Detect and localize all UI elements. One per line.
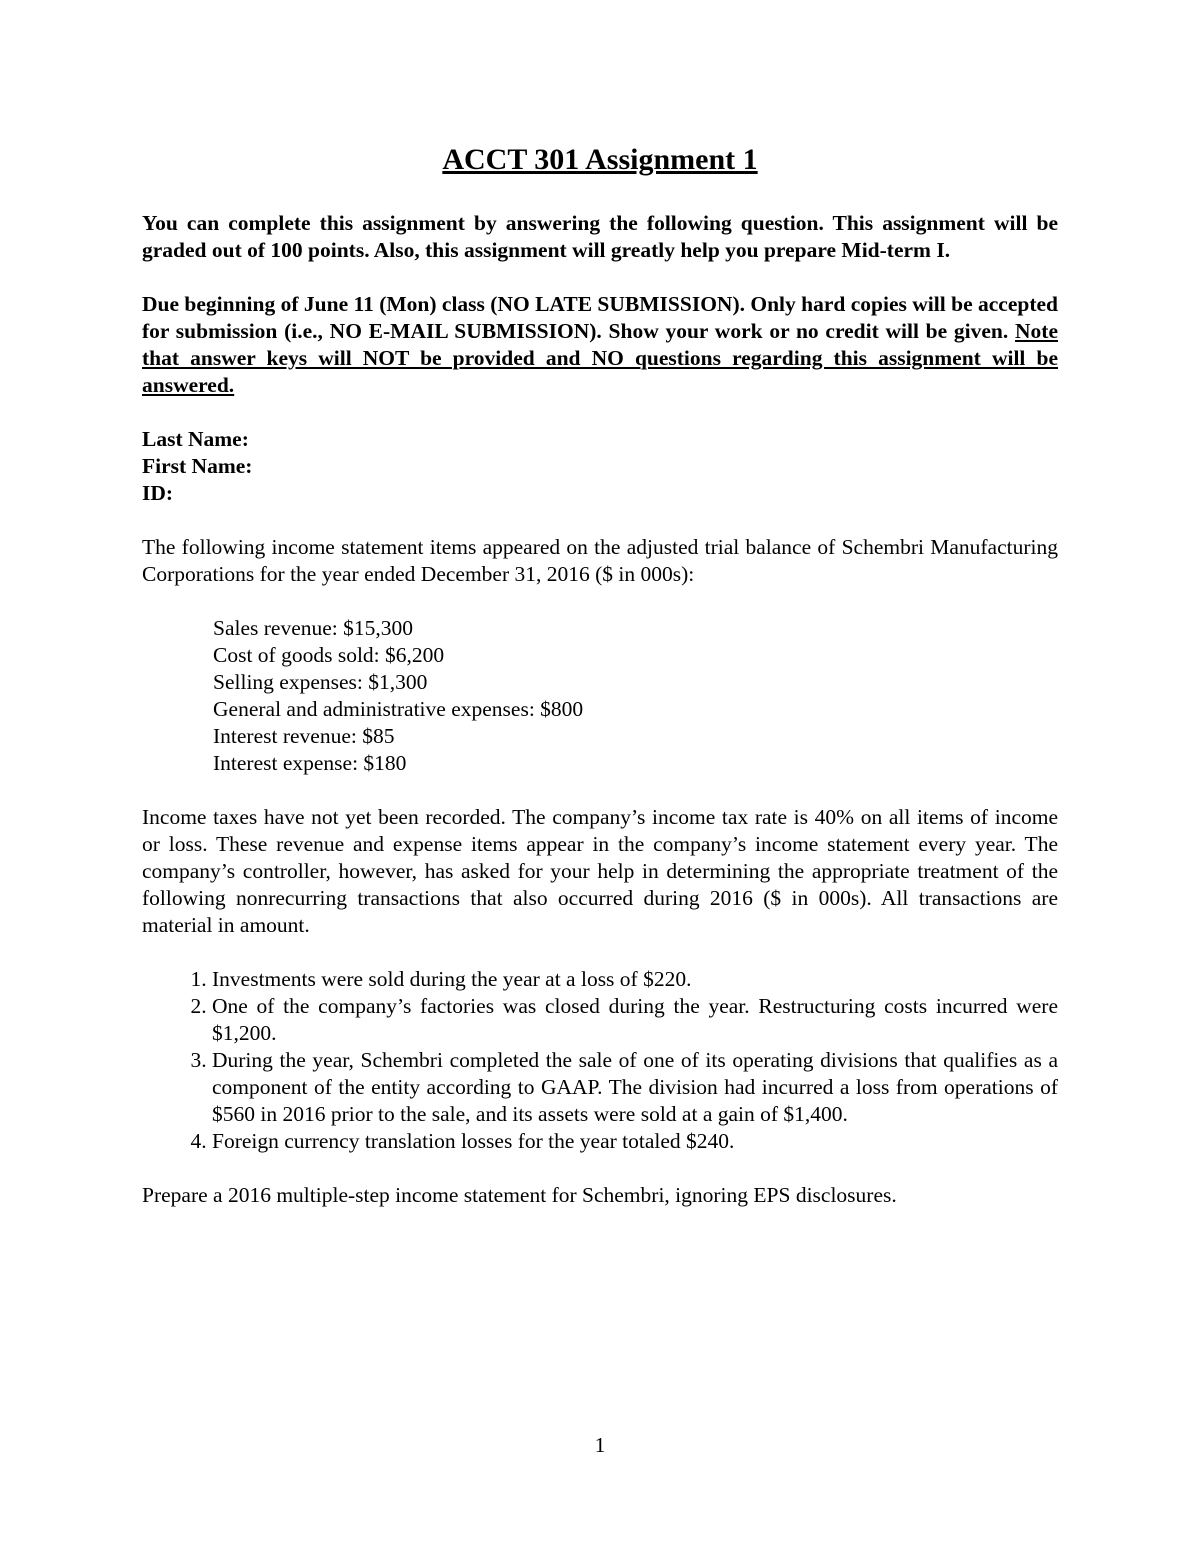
page-title: ACCT 301 Assignment 1 — [442, 143, 758, 176]
instructions-paragraph — [142, 291, 1058, 399]
transaction-item: 2. One of the company’s factories was closed during the year. Restructuring costs incurred were $1,200. — [212, 993, 1058, 1047]
page-number: 1 — [594, 1433, 606, 1457]
first-name-label: First Name: — [142, 454, 253, 478]
task-paragraph: Prepare a 2016 multiple-step income statement for Schembri, ignoring EPS disclosures. — [142, 1183, 897, 1207]
student-fields — [142, 426, 1058, 507]
transactions-list — [142, 966, 1058, 1155]
document-page — [142, 140, 1058, 1236]
tax-paragraph: Income taxes have not yet been recorded. The company’s income tax rate is 40% on all items of income or loss. These revenue and expense items appear in the company’s income statement every year. The company’s controller, however, has asked for your help in determining the appropriate treatment of the following nonrecurring transactions that also occurred during 2016 ($ in 000s). All transactions are material in amount. — [142, 805, 1058, 937]
income-item: Cost of goods sold: $6,200 — [213, 643, 445, 667]
last-name-label: Last Name: — [142, 427, 249, 451]
income-items-list — [213, 615, 1058, 777]
instructions-underlined: Note that answer keys will NOT be provided and NO questions regarding this assignment will be answered. — [142, 319, 1058, 397]
income-item: Interest revenue: $85 — [213, 724, 395, 748]
transaction-item: 1. Investments were sold during the year at a loss of $220. — [212, 966, 1058, 993]
income-item: Selling expenses: $1,300 — [213, 670, 428, 694]
intro-paragraph: You can complete this assignment by answering the following question. This assignment will be graded out of 100 points. Also, this assignment will greatly help you prepare Mid-term I. — [142, 211, 1058, 262]
transaction-item: 3. During the year, Schembri completed the sale of one of its operating divisions that qualifies as a component of the entity according to GAAP. The division had incurred a loss from operations of $560 in 2016 prior to the sale, and its assets were sold at a gain of $1,400. — [212, 1047, 1058, 1128]
transaction-item: 4. Foreign currency translation losses for the year totaled $240. — [212, 1128, 1058, 1155]
income-item: General and administrative expenses: $800 — [213, 697, 584, 721]
id-label: ID: — [142, 481, 174, 505]
income-item: Sales revenue: $15,300 — [213, 616, 414, 640]
income-item: Interest expense: $180 — [213, 751, 407, 775]
instructions-main: Due beginning of June 11 (Mon) class (NO LATE SUBMISSION). Only hard copies will be accepted for submission (i.e., NO E-MAIL SUBMISSION). Show your work or no credit will be given. — [142, 292, 1058, 343]
problem-intro: The following income statement items appeared on the adjusted trial balance of Schembri Manufacturing Corporations for the year ended December 31, 2016 ($ in 000s): — [142, 535, 1058, 586]
